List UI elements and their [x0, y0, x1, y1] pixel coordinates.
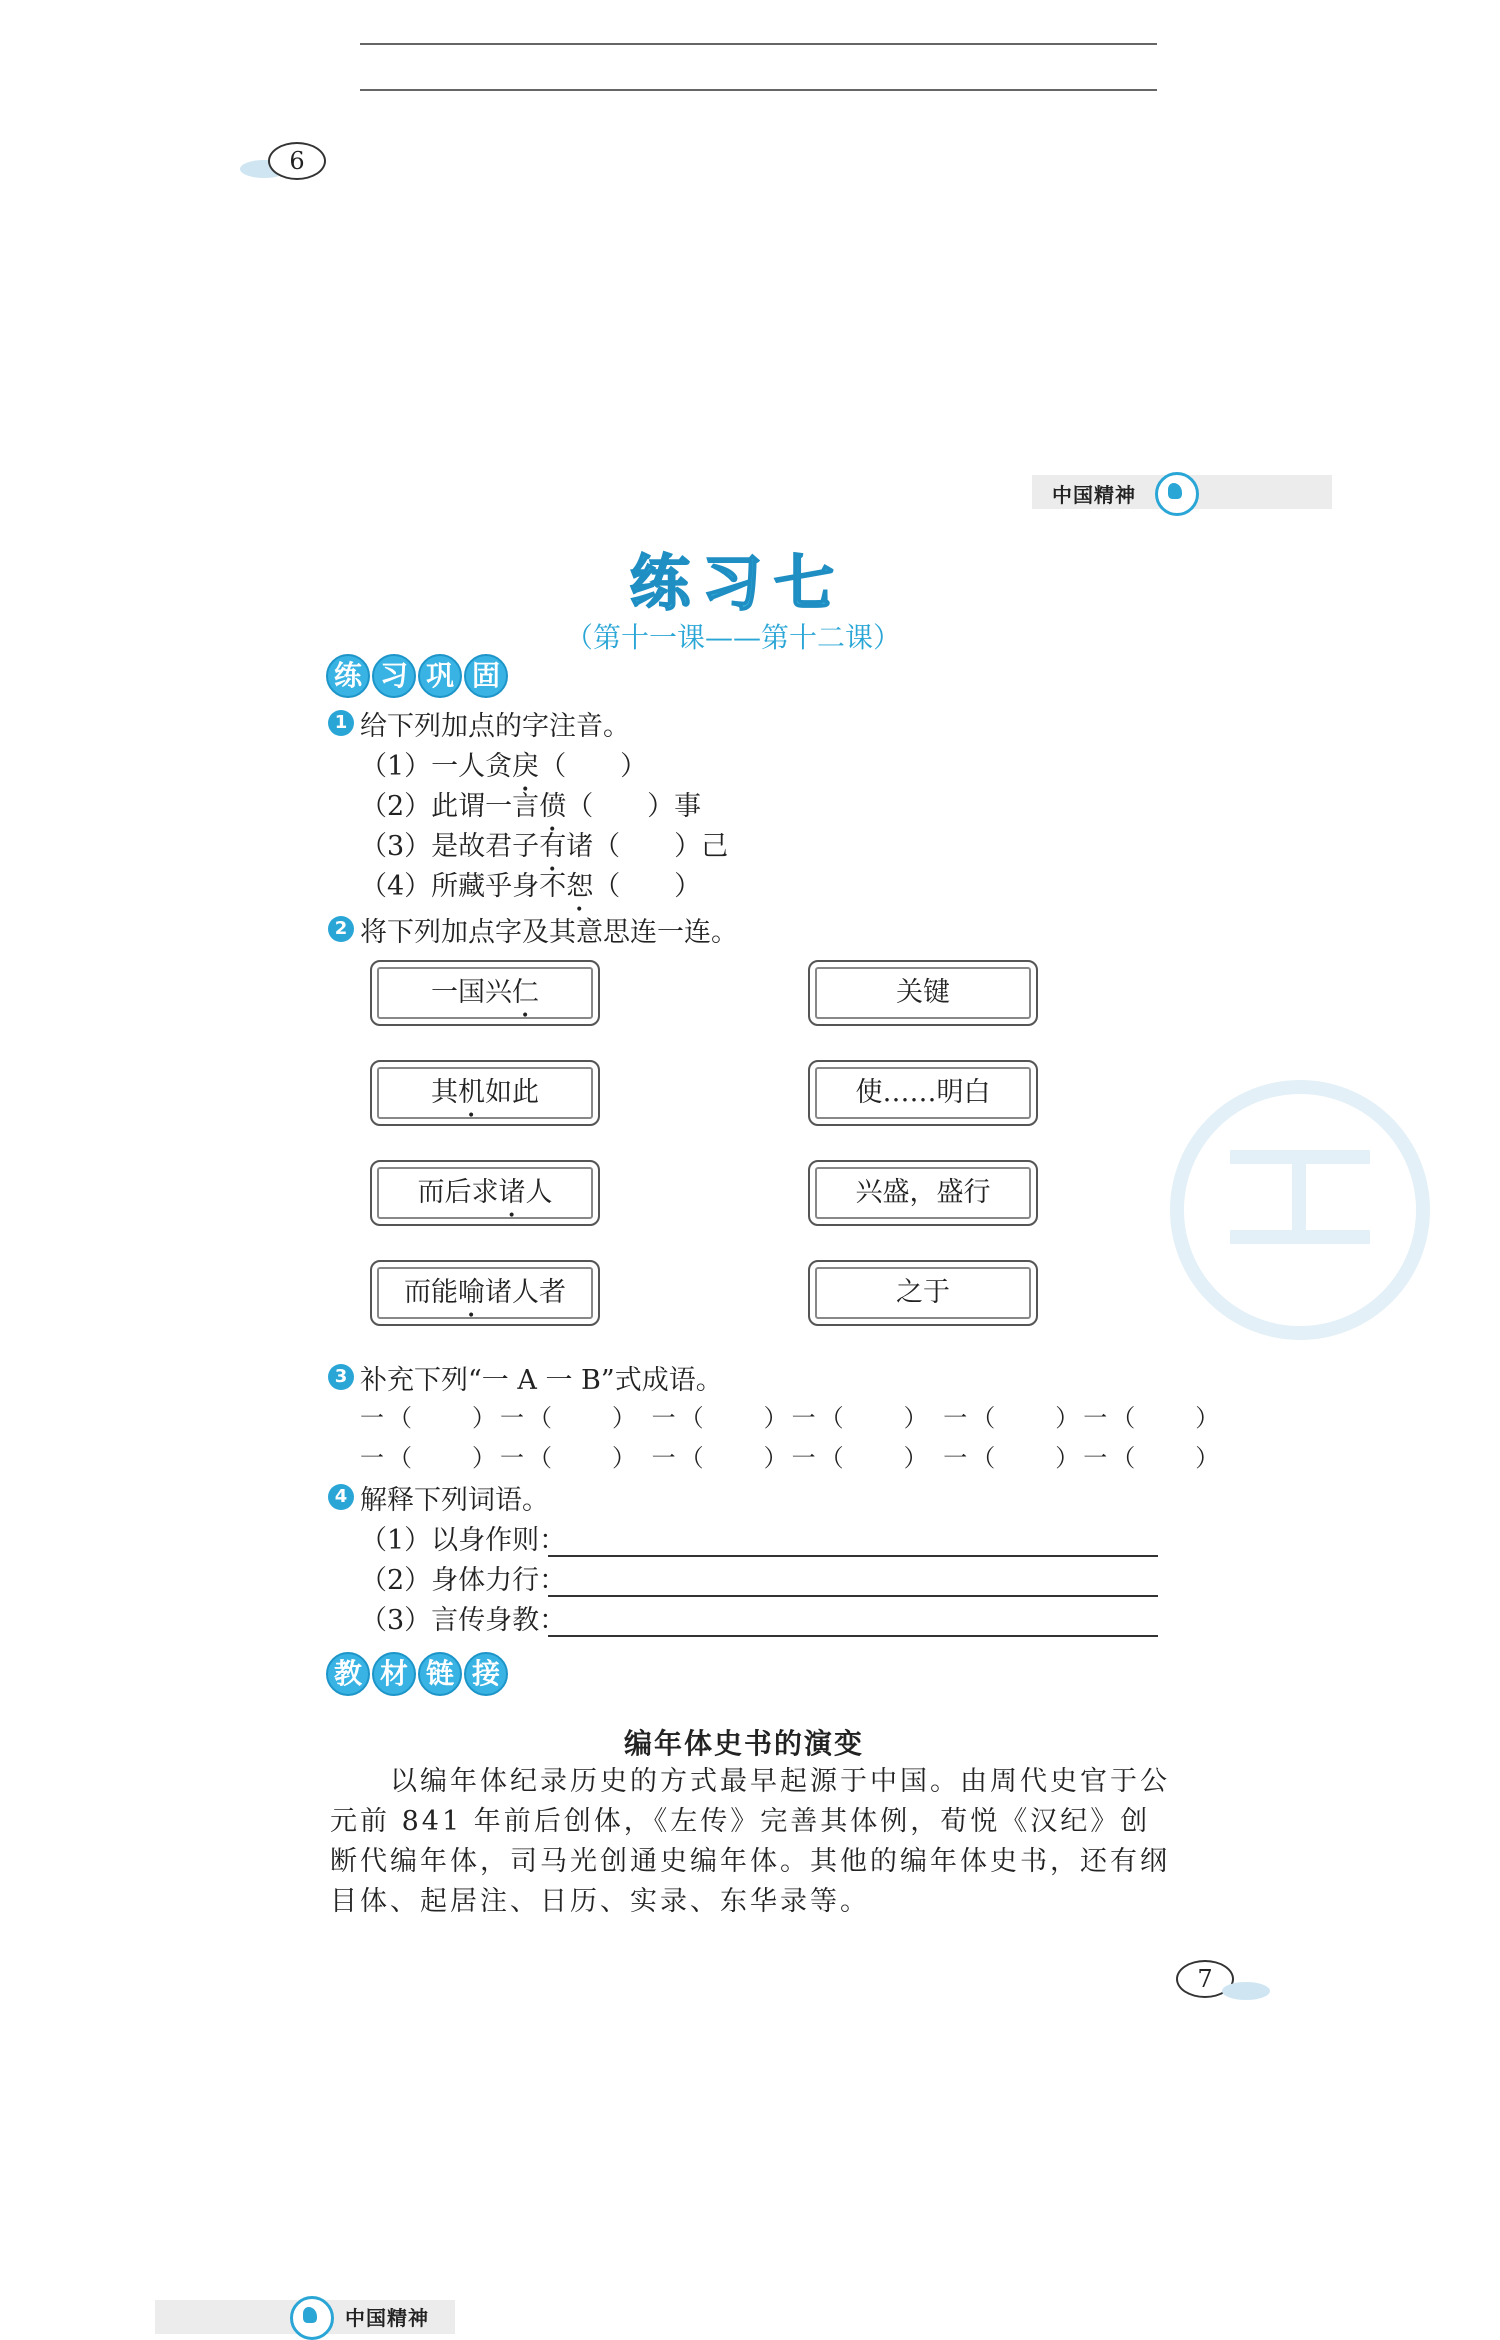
page-number-next: 7: [1176, 1960, 1234, 1998]
pinyin-item: （4）所藏乎身不恕（ ）: [360, 871, 702, 902]
match-left-box[interactable]: 而后求诸人: [370, 1160, 600, 1226]
pinyin-item: （2）此谓一言偾（ ）事: [360, 791, 702, 822]
pinyin-item: （1）一人贪戾（ ）: [360, 751, 648, 782]
definition-item: （2）身体力行：: [360, 1565, 567, 1596]
article-body: 以编年体纪录历史的方式最早起源于中国。由周代史官于公元前 841 年前后创体，《左传》完善其体例，荀悦《汉纪》创断代编年体，司马光创通史编年体。其他的编年体史书，还有纲目体、起居注、日历、实录、东华录等。: [330, 1766, 1170, 1917]
cloud-icon: [1222, 1982, 1270, 2000]
horse-icon: [290, 2296, 334, 2340]
page-number-prev: 6: [268, 142, 326, 180]
question-number: 3: [328, 1364, 354, 1390]
section-char: 材: [372, 1652, 416, 1696]
question-prompt: 给下列加点的字注音。: [360, 711, 630, 742]
section-badge-practice: [326, 654, 508, 698]
top-rule-2: [360, 89, 1157, 91]
section-char: 链: [418, 1652, 462, 1696]
page-title: 练习七: [630, 549, 846, 619]
match-left-box[interactable]: 一国兴仁: [370, 960, 600, 1026]
match-left-box[interactable]: 其机如此: [370, 1060, 600, 1126]
footer-header-label: 中国精神: [345, 2306, 429, 2330]
match-right-box[interactable]: 兴盛，盛行: [808, 1160, 1038, 1226]
answer-line[interactable]: [548, 1555, 1158, 1557]
idiom-row: 一（ ）一（ ） 一（ ）一（ ） 一（ ）一（ ）: [360, 1404, 1224, 1432]
section-char: 巩: [418, 654, 462, 698]
match-right-box[interactable]: 关键: [808, 960, 1038, 1026]
question-prompt: 解释下列词语。: [360, 1485, 549, 1516]
question-number: 1: [328, 710, 354, 736]
section-badge-textbook-link: [326, 1652, 508, 1696]
section-char: 固: [464, 654, 508, 698]
match-left-box[interactable]: 而能喻诸人者: [370, 1260, 600, 1326]
header-label: 中国精神: [1052, 483, 1136, 507]
horse-icon: [1155, 472, 1199, 516]
match-right-box[interactable]: 使……明白: [808, 1060, 1038, 1126]
question-prompt: 补充下列“一 A 一 B”式成语。: [360, 1365, 723, 1396]
question-number: 2: [328, 916, 354, 942]
question-prompt: 将下列加点字及其意思连一连。: [360, 917, 738, 948]
answer-line[interactable]: [548, 1595, 1158, 1597]
answer-line[interactable]: [548, 1635, 1158, 1637]
question-number: 4: [328, 1484, 354, 1510]
definition-item: （3）言传身教：: [360, 1605, 567, 1636]
article-title: 编年体史书的演变: [624, 1727, 865, 1760]
emblem-bar: [1292, 1150, 1306, 1244]
definition-item: （1）以身作则：: [360, 1525, 567, 1556]
section-char: 习: [372, 654, 416, 698]
top-rule-1: [360, 43, 1157, 45]
idiom-row: 一（ ）一（ ） 一（ ）一（ ） 一（ ）一（ ）: [360, 1444, 1224, 1472]
section-char: 接: [464, 1652, 508, 1696]
match-right-box[interactable]: 之于: [808, 1260, 1038, 1326]
section-char: 练: [326, 654, 370, 698]
pinyin-item: （3）是故君子有诸（ ）己: [360, 831, 729, 862]
page-subtitle: （第十一课——第十二课）: [565, 621, 902, 654]
section-char: 教: [326, 1652, 370, 1696]
